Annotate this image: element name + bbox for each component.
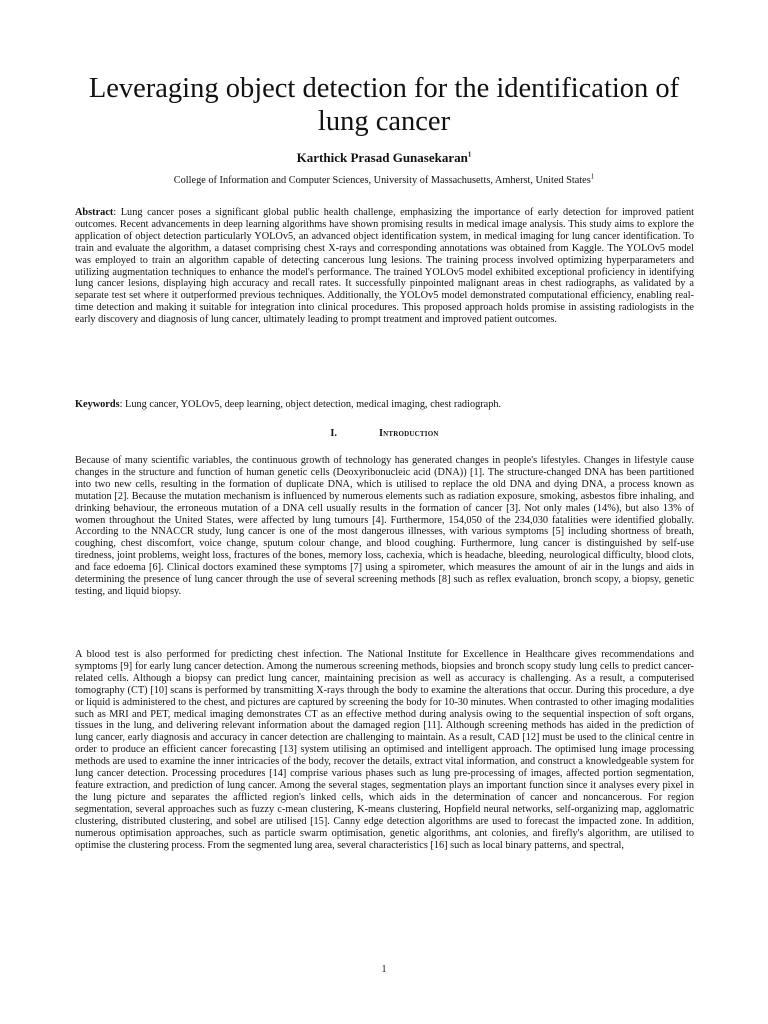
- affiliation-text: College of Information and Computer Sciences, University of Massachusetts, Amherst, United States: [173, 175, 591, 186]
- affiliation-line: [0, 172, 768, 186]
- author-name: Karthick Prasad Gunasekaran: [296, 150, 468, 165]
- body-paragraph-2: A blood test is also performed for predicting chest infection. The National Institute for Excellence in Healthcare gives recommendations and symptoms [9] for early lung cancer detection. Among the numerous screening methods, biopsies and bronch scopy study lung cells to predict cancer-related cells. Although a biopsy can predict lung cancer, maintaining precision as well as accuracy is challenging. As a result, a computerised tomography (CT) [10] scans is performed by transmitting X-rays through the body to examine the alterations that occur. During this procedure, a dye or liquid is administered to the chest, and pictures are captured by screening the body for 10-30 minutes. When contrasted to other imaging modalities such as MRI and PET, medical imaging demonstrates CT as an effective method during analysis owing to the sequential inspection of soft organs, tissues in the lung, and delivering relevant information about the damaged region [11]. Although screening methods has aided in the prediction of lung cancer, early diagnosis and accuracy in cancer detection are challenging to maintain. As a result, CAD [12] must be used to the clinical centre in order to produce an efficient cancer forecasting [13] system utilising an optimised and intelligent approach. The optimised lung image processing methods are used to examine the inner intricacies of the body, recover the details, extract vital information, and construct a knowledgeable system for lung cancer detection. Processing procedures [14] comprise various phases such as lung pre-processing of images, affected portion segmentation, feature extraction, and prediction of lung cancer. Among the several stages, segmentation plays an important function since it analyses every pixel in the lung picture and separates the afflicted region's linked cells, which aids in the determination of cancer and noncancerous. For region segmentation, several approaches such as fuzzy c-mean clustering, K-means clustering, Hopfield neural networks, self-organizing map, agglomatric clustering, distributed clustering, and sobel are utilised [15]. Canny edge detection algorithms are used to forecast the impacted zone. In addition, numerous optimisation approaches, such as particle swarm optimisation, genetic algorithms, ant colonies, and firefly's algorithm, are utilised to optimise the clustering process. From the segmented lung area, several characteristics [16] such as local binary patterns, and spectral,: [75, 649, 694, 851]
- body-paragraph-1: Because of many scientific variables, the continuous growth of technology has generated changes in people's lifestyles. Changes in lifestyle cause changes in the structure and function of human genetic cells (Deoxyribonucleic acid (DNA)) [1]. The structure-changed DNA has been partitioned into two new cells, resulting in the formation of duplicate DNA, which is utilised to replace the old DNA and dying DNA, a process known as mutation [2]. Because the mutation mechanism is influenced by numerous elements such as radiation exposure, smoking, asbestos fibre inhaling, and drinking behaviour, the erroneous mutation of a DNA cell usually results in the formation of cancer [3]. Not only males (14%), but also 13% of women throughout the United States, were affected by lung tumours [4]. Furthermore, 154,050 of the 234,030 fatalities were identified globally. According to the NNACCR study, lung cancer is one of the most dangerous illnesses, with various symptoms [5] including shortness of breath, coughing, chest discomfort, voice change, sputum colour change, and blood coughing. Furthermore, lung cancer is distinguished by self-use tiredness, joint problems, weight loss, fractures of the bones, memory loss, cachexia, which is headache, bleeding, neurological difficulty, blood clots, and face edoema [6]. Clinical doctors examined these symptoms [7] using a spirometer, which measures the amount of air in the lungs and aids in determining the presence of lung cancer through the use of several screening methods [8] such as reflex evaluation, bronch scopy, a biopsy, genetic testing, and liquid biopsy.: [75, 455, 694, 597]
- abstract: [75, 207, 694, 326]
- keywords-text: : Lung cancer, YOLOv5, deep learning, object detection, medical imaging, chest radiograph.: [119, 399, 502, 410]
- abstract-label: Abstract: [75, 207, 114, 218]
- paper-title: Leveraging object detection for the identification of lung cancer: [88, 73, 680, 137]
- section-number: I.: [330, 428, 337, 439]
- page-number: 1: [381, 964, 387, 975]
- abstract-text: : Lung cancer poses a significant global public health challenge, emphasizing the importance of early detection for improved patient outcomes. Recent advancements in deep learning algorithms have shown promising results in medical image analysis. This study aims to explore the application of object detection particularly YOLOv5, an advanced object identification system, in medical imaging for lung cancer identification. To train and evaluate the algorithm, a dataset comprising chest X-rays and corresponding annotations was obtained from Kaggle. The YOLOv5 model was employed to train an algorithm capable of detecting cancerous lung lesions. The training process involved optimizing hyperparameters and utilizing augmentation techniques to enhance the model's performance. The trained YOLOv5 model exhibited exceptional proficiency in identifying lung cancer lesions, displaying high accuracy and recall rates. It successfully pinpointed malignant areas in chest radiographs, as validated by a separate test set where it outperformed previous techniques. Additionally, the YOLOv5 model demonstrated computational efficiency, enabling real-time detection and making it suitable for integration into clinical procedures. This proposed approach holds promise in assisting radiologists in the early discovery and diagnosis of lung cancer, ultimately leading to prompt treatment and improved patient outcomes.: [75, 207, 694, 326]
- keywords: [75, 399, 694, 411]
- affiliation-superscript: 1: [590, 172, 595, 181]
- author-superscript: 1: [467, 150, 472, 159]
- author-line: [0, 150, 768, 166]
- section-title: Introduction: [378, 428, 439, 439]
- keywords-label: Keywords: [75, 399, 120, 410]
- section-heading: [75, 428, 694, 439]
